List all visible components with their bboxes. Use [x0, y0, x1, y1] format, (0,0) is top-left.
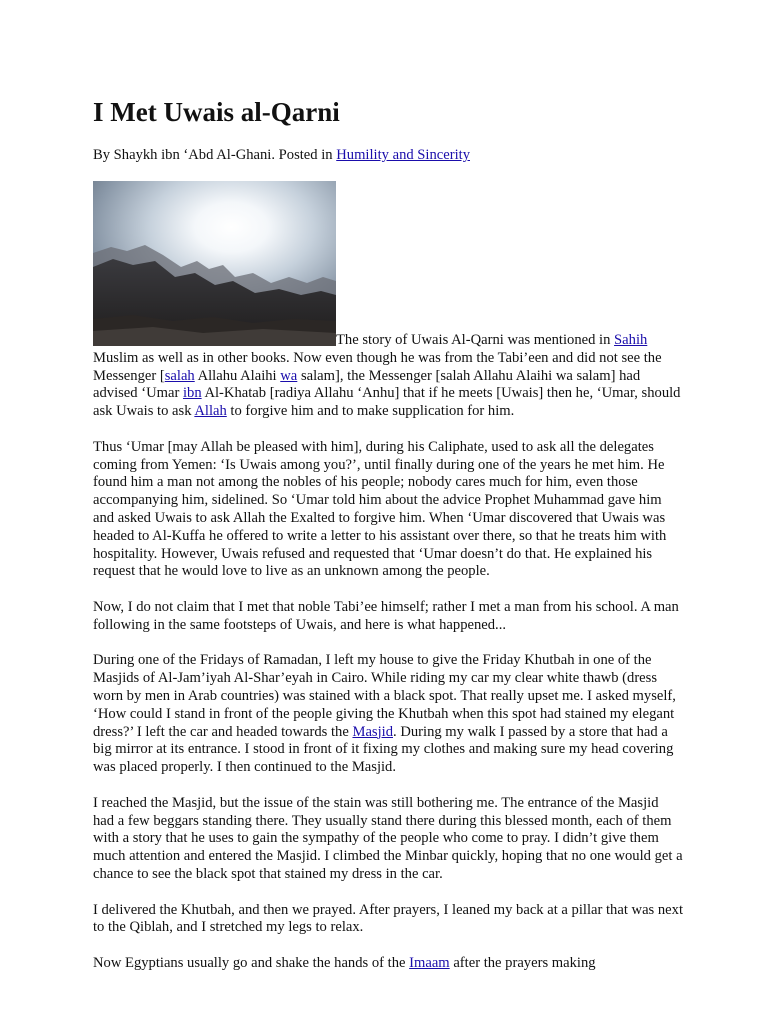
category-link[interactable]: Humility and Sincerity: [336, 147, 470, 163]
paragraph-text: I delivered the Khutbah, and then we prayed. After prayers, I leaned my back at a pillar that was next to the Qiblah, and I stretched my legs to relax.: [93, 901, 684, 936]
byline-text: By Shaykh ibn ‘Abd Al-Ghani. Posted in: [93, 147, 337, 163]
paragraph-text: I reached the Masjid, but the issue of the stain was still bothering me. The entrance of the Masjid had a few beggars standing there. They usually stand there during this blessed month, each of them with a story that he uses to gain the sympathy of the people who come to pray. I didn’t give them much attention and entered the Masjid. I climbed the Minbar quickly, hoping that no one would get a chance to see the black spot that stained my dress in the car.: [93, 794, 683, 882]
mountain-landscape-photo: [93, 181, 336, 346]
paragraph-text: salam], the Messenger [salah Allahu Alaihi wa salam] had advised ‘Umar: [93, 367, 641, 402]
inline-link[interactable]: Masjid: [352, 723, 394, 740]
inline-link[interactable]: Imaam: [409, 954, 450, 971]
paragraph-text: The story of Uwais Al-Qarni was mentioned in: [336, 332, 615, 348]
byline: [93, 147, 470, 165]
paragraph-text: Muslim as well as in other books. Now even though he was from the Tabi’een and did not see the Messenger [: [93, 349, 662, 384]
inline-link[interactable]: wa: [280, 367, 298, 384]
paragraph-text: Thus ‘Umar [may Allah be pleased with him], during his Caliphate, used to ask all the delegates coming from Yemen: ‘Is Uwais among you?’, until finally during one of the years he met him. He found him a man not among the nobles of his people; nobody cares much for him, even those accompanying him, sidelined. So ‘Umar told him about the advice Prophet Muhammad gave him and asked Uwais to ask Allah the Exalted to forgive him. When ‘Umar discovered that Uwais was headed to Al-Kuffa he offered to write a letter to his assistant over there, so that he treats him with hospitality. However, Uwais refused and requested that ‘Umar doesn’t do that. He explained his request that he would love to live as an unknown among the people.: [93, 438, 667, 580]
paragraph-text: Al-Khatab [radiya Allahu ‘Anhu] that if he meets [Uwais] then he, ‘Umar, should ask Uwais to ask: [93, 385, 681, 420]
inline-link[interactable]: salah: [164, 367, 195, 384]
paragraph-text: after the prayers making: [449, 954, 596, 971]
paragraph: [93, 955, 683, 973]
article-image: [93, 181, 336, 346]
paragraph-text: . During my walk I passed by a store that had a big mirror at its entrance. I stood in front of it fixing my clothes and making sure my head covering was placed properly. I then continued to the Masjid.: [93, 723, 674, 776]
paragraph: [93, 599, 683, 635]
paragraph: [93, 902, 683, 938]
paragraph: [93, 795, 683, 884]
paragraph: [93, 332, 683, 421]
article-body: [93, 332, 683, 990]
inline-link[interactable]: Allah: [194, 403, 227, 420]
paragraph-text: Now Egyptians usually go and shake the hands of the: [93, 954, 410, 971]
paragraph: [93, 652, 683, 777]
paragraph-text: to forgive him and to make supplication for him.: [226, 403, 515, 420]
paragraph-text: Allahu Alaihi: [194, 367, 281, 384]
paragraph-text: During one of the Fridays of Ramadan, I left my house to give the Friday Khutbah in one of the Masjids of Al-Jam’iyah Al-Shar’eyah in Cairo. While riding my car my clear white thawb (dress worn by men in Arab countries) was stained with a black spot. That really upset me. I asked myself, ‘How could I stand in front of the people giving the Khutbah when this spot had stained my elegant dress?’ I left the car and headed towards the: [93, 652, 676, 740]
article-title: I Met Uwais al-Qarni: [93, 97, 340, 127]
paragraph: [93, 439, 683, 581]
paragraph-text: Now, I do not claim that I met that noble Tabi’ee himself; rather I met a man from his school. A man following in the same footsteps of Uwais, and here is what happened...: [93, 598, 679, 633]
inline-link[interactable]: Sahih: [614, 332, 648, 348]
inline-link[interactable]: ibn: [182, 385, 202, 402]
